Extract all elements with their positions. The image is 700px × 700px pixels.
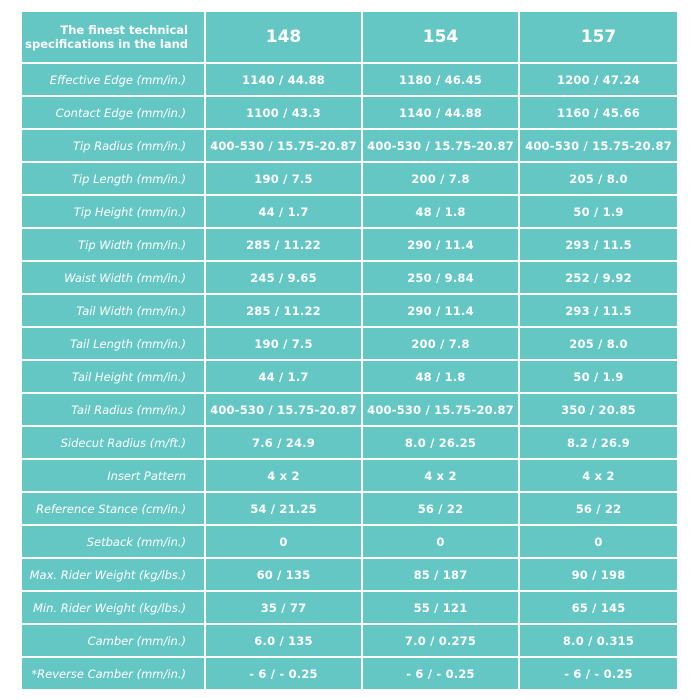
spec-label: Tip Height (mm/in.) bbox=[22, 196, 206, 229]
spec-value: 8.2 / 26.9 bbox=[520, 427, 677, 460]
spec-value: 293 / 11.5 bbox=[520, 295, 677, 328]
spec-value: 56 / 22 bbox=[520, 493, 677, 526]
spec-value: 4 x 2 bbox=[520, 460, 677, 493]
spec-value: 0 bbox=[206, 526, 363, 559]
spec-label: Setback (mm/in.) bbox=[22, 526, 206, 559]
spec-value: 8.0 / 0.315 bbox=[520, 625, 677, 658]
spec-label: Reference Stance (cm/in.) bbox=[22, 493, 206, 526]
spec-value: 400-530 / 15.75-20.87 bbox=[363, 394, 520, 427]
spec-value: 4 x 2 bbox=[206, 460, 363, 493]
spec-value: 285 / 11.22 bbox=[206, 295, 363, 328]
spec-value: 7.0 / 0.275 bbox=[363, 625, 520, 658]
spec-value: 190 / 7.5 bbox=[206, 328, 363, 361]
spec-value: 400-530 / 15.75-20.87 bbox=[206, 394, 363, 427]
spec-value: 44 / 1.7 bbox=[206, 361, 363, 394]
spec-label: Waist Width (mm/in.) bbox=[22, 262, 206, 295]
spec-value: 50 / 1.9 bbox=[520, 196, 677, 229]
spec-value: 190 / 7.5 bbox=[206, 163, 363, 196]
spec-value: 54 / 21.25 bbox=[206, 493, 363, 526]
spec-value: 8.0 / 26.25 bbox=[363, 427, 520, 460]
spec-value: 56 / 22 bbox=[363, 493, 520, 526]
spec-label: Max. Rider Weight (kg/lbs.) bbox=[22, 559, 206, 592]
spec-value: 90 / 198 bbox=[520, 559, 677, 592]
spec-label: Camber (mm/in.) bbox=[22, 625, 206, 658]
size-column-header: 148 bbox=[206, 12, 363, 64]
spec-label: Tail Length (mm/in.) bbox=[22, 328, 206, 361]
spec-label: *Reverse Camber (mm/in.) bbox=[22, 658, 206, 691]
spec-value: 400-530 / 15.75-20.87 bbox=[363, 130, 520, 163]
spec-value: 48 / 1.8 bbox=[363, 361, 520, 394]
spec-label: Tail Width (mm/in.) bbox=[22, 295, 206, 328]
spec-label: Tip Width (mm/in.) bbox=[22, 229, 206, 262]
spec-value: 350 / 20.85 bbox=[520, 394, 677, 427]
table-header-title: The finest technical specifications in the land bbox=[22, 12, 206, 64]
spec-value: 4 x 2 bbox=[363, 460, 520, 493]
spec-label: Contact Edge (mm/in.) bbox=[22, 97, 206, 130]
spec-value: 245 / 9.65 bbox=[206, 262, 363, 295]
spec-value: 85 / 187 bbox=[363, 559, 520, 592]
spec-value: 1160 / 45.66 bbox=[520, 97, 677, 130]
spec-value: 200 / 7.8 bbox=[363, 163, 520, 196]
spec-value: 1180 / 46.45 bbox=[363, 64, 520, 97]
spec-value: 290 / 11.4 bbox=[363, 295, 520, 328]
spec-value: 400-530 / 15.75-20.87 bbox=[520, 130, 677, 163]
spec-value: 1140 / 44.88 bbox=[206, 64, 363, 97]
spec-value: 55 / 121 bbox=[363, 592, 520, 625]
spec-value: 1200 / 47.24 bbox=[520, 64, 677, 97]
spec-value: - 6 / - 0.25 bbox=[363, 658, 520, 691]
spec-value: 60 / 135 bbox=[206, 559, 363, 592]
spec-value: 44 / 1.7 bbox=[206, 196, 363, 229]
spec-value: 205 / 8.0 bbox=[520, 328, 677, 361]
spec-value: 1140 / 44.88 bbox=[363, 97, 520, 130]
spec-value: 252 / 9.92 bbox=[520, 262, 677, 295]
spec-value: 65 / 145 bbox=[520, 592, 677, 625]
size-column-header: 157 bbox=[520, 12, 677, 64]
spec-value: 285 / 11.22 bbox=[206, 229, 363, 262]
spec-value: 200 / 7.8 bbox=[363, 328, 520, 361]
spec-label: Effective Edge (mm/in.) bbox=[22, 64, 206, 97]
spec-table bbox=[22, 12, 677, 691]
spec-value: 35 / 77 bbox=[206, 592, 363, 625]
spec-value: 250 / 9.84 bbox=[363, 262, 520, 295]
spec-value: 293 / 11.5 bbox=[520, 229, 677, 262]
spec-value: 50 / 1.9 bbox=[520, 361, 677, 394]
spec-value: 6.0 / 135 bbox=[206, 625, 363, 658]
spec-value: 290 / 11.4 bbox=[363, 229, 520, 262]
spec-value: 0 bbox=[520, 526, 677, 559]
spec-value: 0 bbox=[363, 526, 520, 559]
size-column-header: 154 bbox=[363, 12, 520, 64]
spec-value: 205 / 8.0 bbox=[520, 163, 677, 196]
spec-label: Tail Height (mm/in.) bbox=[22, 361, 206, 394]
spec-label: Tail Radius (mm/in.) bbox=[22, 394, 206, 427]
spec-label: Insert Pattern bbox=[22, 460, 206, 493]
spec-label: Sidecut Radius (m/ft.) bbox=[22, 427, 206, 460]
spec-value: 7.6 / 24.9 bbox=[206, 427, 363, 460]
spec-value: 48 / 1.8 bbox=[363, 196, 520, 229]
spec-label: Tip Length (mm/in.) bbox=[22, 163, 206, 196]
spec-value: 400-530 / 15.75-20.87 bbox=[206, 130, 363, 163]
spec-value: - 6 / - 0.25 bbox=[206, 658, 363, 691]
spec-value: 1100 / 43.3 bbox=[206, 97, 363, 130]
spec-value: - 6 / - 0.25 bbox=[520, 658, 677, 691]
spec-label: Min. Rider Weight (kg/lbs.) bbox=[22, 592, 206, 625]
spec-label: Tip Radius (mm/in.) bbox=[22, 130, 206, 163]
